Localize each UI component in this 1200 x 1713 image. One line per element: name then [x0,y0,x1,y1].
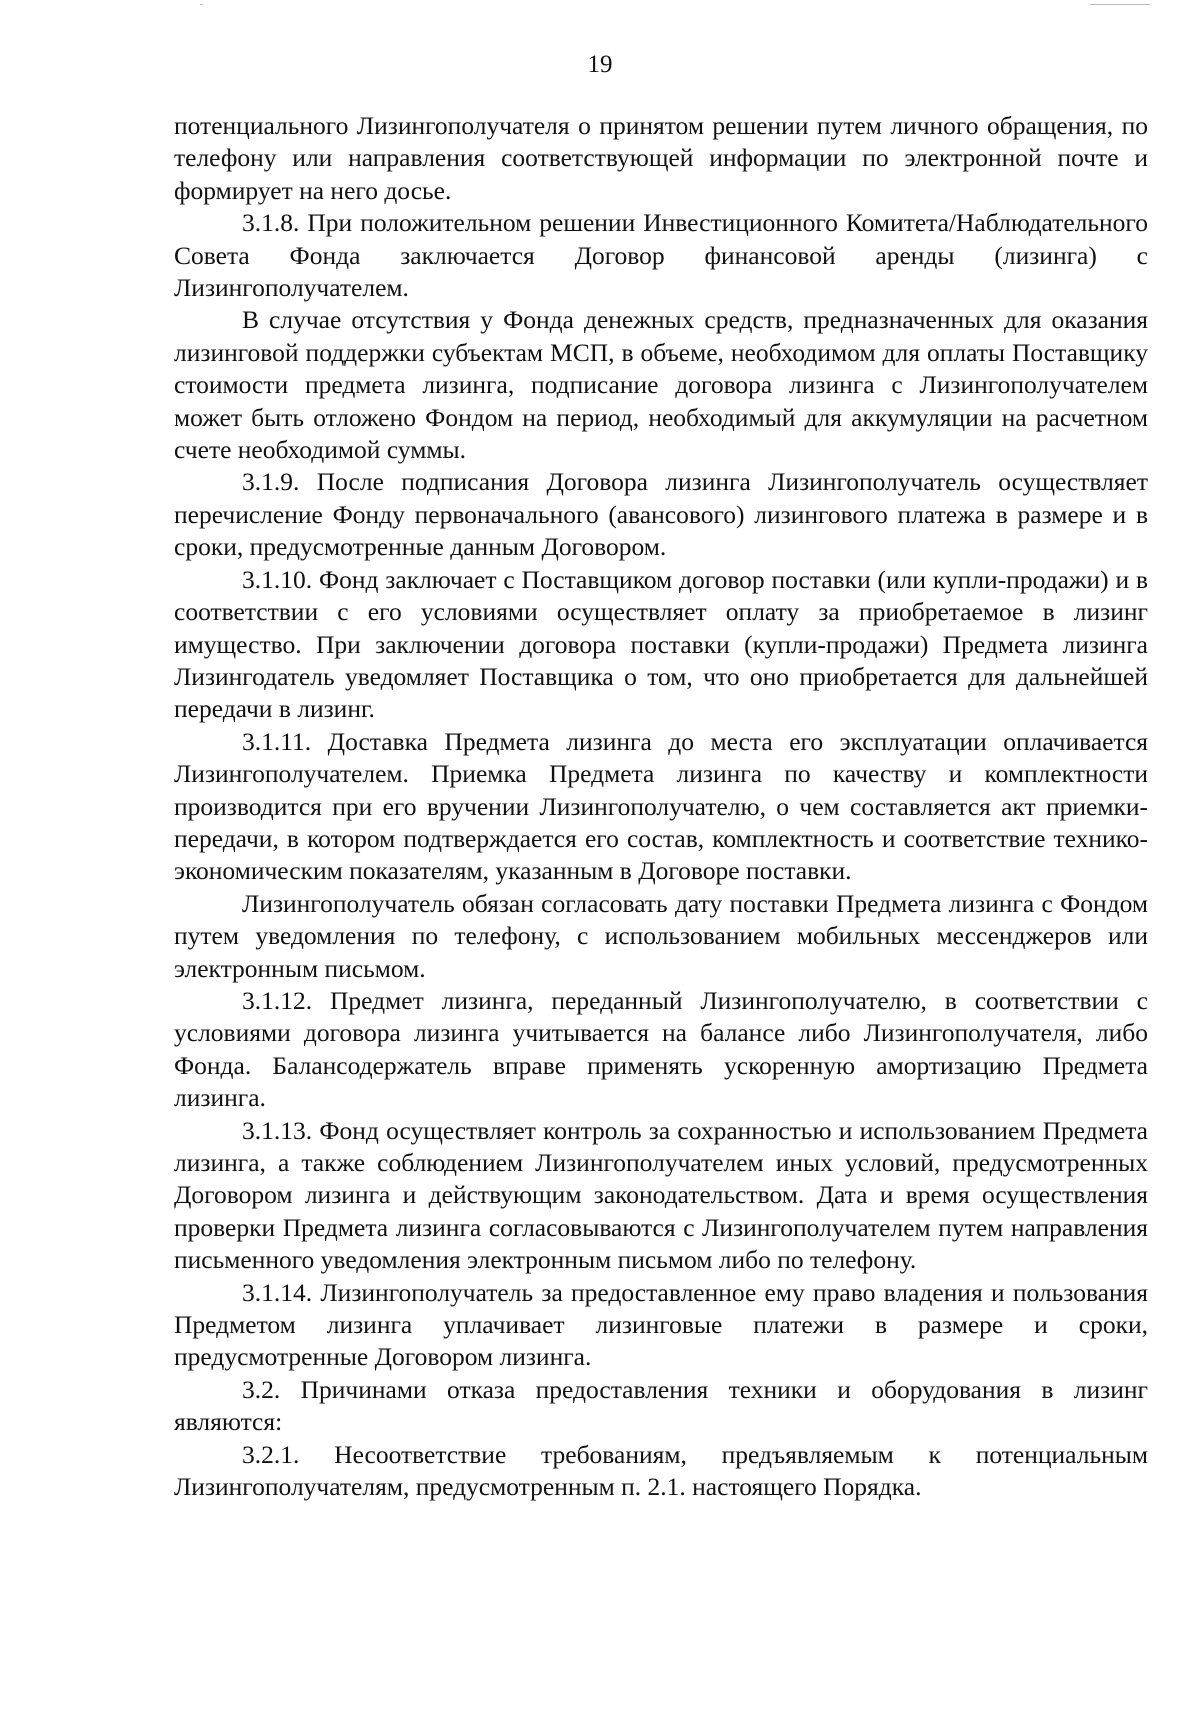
paragraph-delivery-date-agreement: Лизингополучатель обязан согласовать дату поставки Предмета лизинга с Фондом путем уведомления по телефону, с использованием мобильных мессенджеров или электронным письмом. [174,888,1148,983]
scan-mark-top-right [1090,4,1150,5]
paragraph-3-1-14: 3.1.14. Лизингополучатель за предоставленное ему право владения и пользования Предметом лизинга уплачивает лизинговые платежи в размере и сроки, предусмотренные Договором лизинга. [174,1277,1148,1372]
paragraph-3-1-13: 3.1.13. Фонд осуществляет контроль за сохранностью и использованием Предмета лизинга, а также соблюдением Лизингополучателем иных условий, предусмотренных Договором лизинга и действующим законодательством. Дата и время осуществления проверки Предмета лизинга согласовываются с Лизингополучателем путем направления письменного уведомления электронным письмом либо по телефону. [174,1115,1148,1275]
page-number: 19 [587,51,613,78]
paragraph-3-1-9: 3.1.9. После подписания Договора лизинга Лизингополучатель осуществляет перечисление Фонду первоначального (авансового) лизингового платежа в размере и в сроки, предусмотренные данным Договором. [174,467,1148,562]
paragraph-3-2-1: 3.2.1. Несоответствие требованиям, предъявляемым к потенциальным Лизингополучателям, предусмотренным п. 2.1. настоящего Порядка. [174,1439,1148,1502]
scan-mark-top-left [200,4,203,5]
paragraph-3-1-12: 3.1.12. Предмет лизинга, переданный Лизингополучателю, в соответствии с условиями договора лизинга учитывается на балансе либо Лизингополучателя, либо Фонда. Балансодержатель вправе применять ускоренную амортизацию Предмета лизинга. [174,985,1148,1113]
paragraph-funds-absence: В случае отсутствия у Фонда денежных средств, предназначенных для оказания лизинговой поддержки субъектам МСП, в объеме, необходимом для оплаты Поставщику стоимости предмета лизинга, подписание договора лизинга с Лизингополучателем может быть отложено Фондом на период, необходимый для аккумуляции на расчетном счете необходимой суммы. [174,305,1148,465]
paragraph-applicant-notification: потенциального Лизингополучателя о принятом решении путем личного обращения, по телефону или направления соответствующей информации по электронной почте и формирует на него досье. [174,111,1148,205]
paragraph-3-1-8: 3.1.8. При положительном решении Инвестиционного Комитета/Наблюдательного Совета Фонда заключается Договор финансовой аренды (лизинга) с Лизингополучателем. [174,208,1148,303]
paragraph-3-1-11: 3.1.11. Доставка Предмета лизинга до места его эксплуатации оплачивается Лизингополучателем. Приемка Предмета лизинга по качеству и комплектности производится при его вручении Лизингополучателю, о чем составляется акт приемки-передачи, в котором подтверждается его состав, комплектность и соответствие технико-экономическим показателям, указанным в Договоре поставки. [174,726,1148,886]
paragraph-3-1-10: 3.1.10. Фонд заключает с Поставщиком договор поставки (или купли-продажи) и в соответствии с его условиями осуществляет оплату за приобретаемое в лизинг имущество. При заключении договора поставки (купли-продажи) Предмета лизинга Лизингодатель уведомляет Поставщика о том, что оно приобретается для дальнейшей передачи в лизинг. [174,564,1148,724]
paragraph-3-2: 3.2. Причинами отказа предоставления техники и оборудования в лизинг являются: [174,1374,1148,1437]
document-body [174,110,1148,1503]
